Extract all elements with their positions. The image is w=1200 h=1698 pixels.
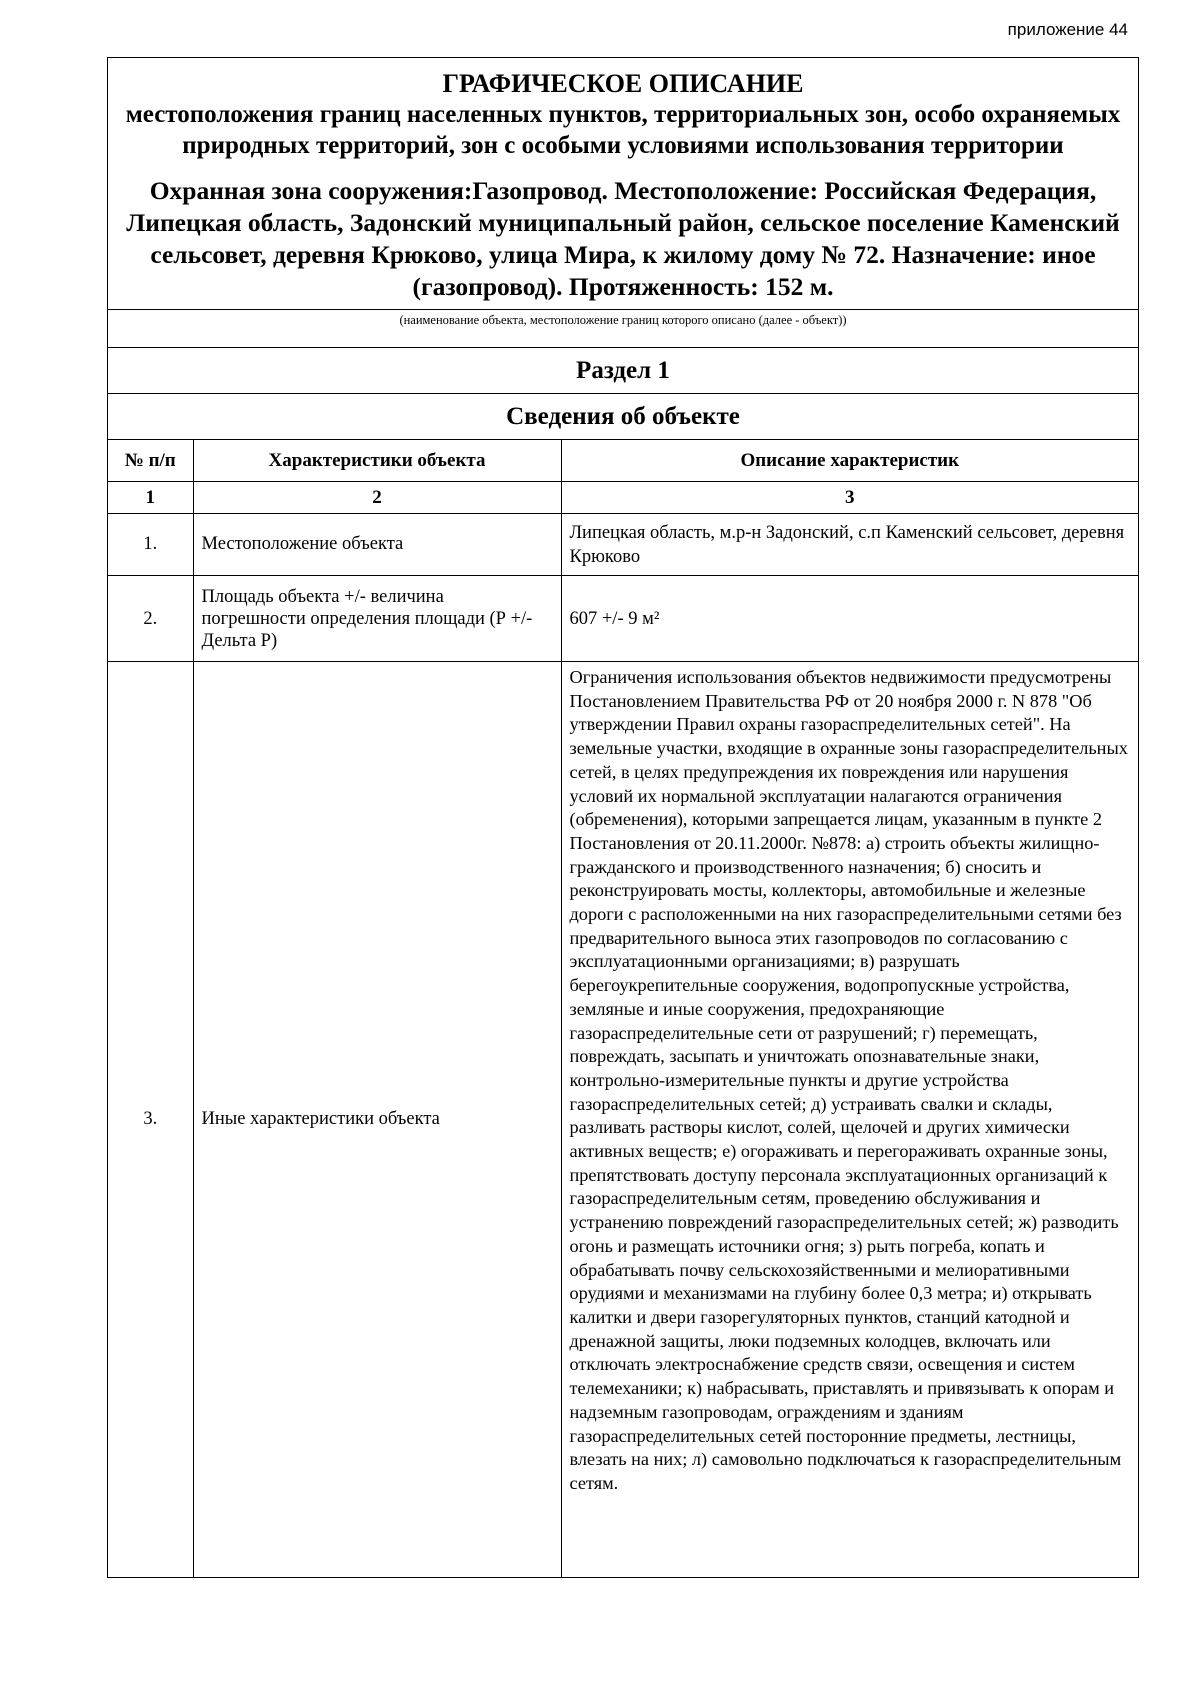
row-characteristic: Площадь объекта +/- величина погрешности определения площади (Р +/- Дельта Р) [193,576,561,662]
row-number: 3. [108,662,193,1577]
column-number: 1 [108,482,193,514]
row-description: 607 +/- 9 м² [561,576,1138,662]
object-caption: (наименование объекта, местоположение границ которого описано (далее - объект)) [108,309,1138,347]
document-subtitle: местоположения границ населенных пунктов, территориальных зон, особо охраняемых природных территорий, зон с особыми условиями использования территории [125,101,1121,159]
header-cell-description: Описание характеристик [561,440,1138,482]
section-title: Раздел 1 [108,347,1138,393]
appendix-label: приложение 44 [1007,20,1128,39]
row-number: 1. [108,514,193,576]
section-subtitle: Сведения об объекте [108,393,1138,439]
table-row [108,662,1138,1577]
characteristics-table [108,439,1138,1577]
row-characteristic: Местоположение объекта [193,514,561,576]
table-row [108,576,1138,662]
column-number: 3 [561,482,1138,514]
document-frame [107,57,1139,1578]
row-characteristic: Иные характеристики объекта [193,662,561,1577]
document-title: ГРАФИЧЕСКОЕ ОПИСАНИЕ [442,69,804,98]
column-number: 2 [193,482,561,514]
table-header-row [108,440,1138,482]
row-number: 2. [108,576,193,662]
header-cell-num: № п/п [108,440,193,482]
table-bottom-border [108,1577,1138,1578]
row-description: Липецкая область, м.р-н Задонский, с.п Каменский сельсовет, деревня Крюково [561,514,1138,576]
column-numbers-row [108,482,1138,514]
document-header [108,58,1138,303]
header-cell-characteristic: Характеристики объекта [193,440,561,482]
table-row [108,514,1138,576]
row-description: Ограничения использования объектов недвижимости предусмотрены Постановлением Правительства РФ от 20 ноября 2000 г. N 878 "Об утверждении Правил охраны газораспределительных сетей". На земельные участки, входящие в охранные зоны газораспределительных сетей, в целях предупреждения их повреждения или нарушения условий их нормальной эксплуатации налагаются ограничения (обременения), которыми запрещается лицам, указанным в пункте 2 Постановления от 20.11.2000г. №878: а) строить объекты жилищно-гражданского и производственного назначения; б) сносить и реконструировать мосты, коллекторы, автомобильные и железные дороги с расположенными на них газораспределительными сетями без предварительного выноса этих газопроводов по согласованию с эксплуатационными организациями; в) разрушать берегоукрепительные сооружения, водопропускные устройства, земляные и иные сооружения, предохраняющие газораспределительные сети от разрушений; г) перемещать, повреждать, засыпать и уничтожать опознавательные знаки, контрольно-измерительные пункты и другие устройства газораспределительных сетей; д) устраивать свалки и склады, разливать растворы кислот, солей, щелочей и других химически активных веществ; е) огораживать и перегораживать охранные зоны, препятствовать доступу персонала эксплуатационных организаций к газораспределительным сетям, проведению обслуживания и устранению повреждений газораспределительных сетей; ж) разводить огонь и размещать источники огня; з) рыть погреба, копать и обрабатывать почву сельскохозяйственными и мелиоративными орудиями и механизмами на глубину более 0,3 метра; и) открывать калитки и двери газорегуляторных пунктов, станций катодной и дренажной защиты, люки подземных колодцев, включать или отключать электроснабжение средств связи, освещения и систем телемеханики; к) набрасывать, приставлять и привязывать к опорам и надземным газопроводам, ограждениям и зданиям газораспределительных сетей посторонние предметы, лестницы, влезать на них; л) самовольно подключаться к газораспределительным сетям. [561,662,1138,1577]
object-name: Охранная зона сооружения:Газопровод. Местоположение: Российская Федерация, Липецкая область, Задонский муниципальный район, сельское поселение Каменский сельсовет, деревня Крюково, улица Мира, к жилому дому № 72. Назначение: иное (газопровод). Протяженность: 152 м. [126,176,1120,301]
